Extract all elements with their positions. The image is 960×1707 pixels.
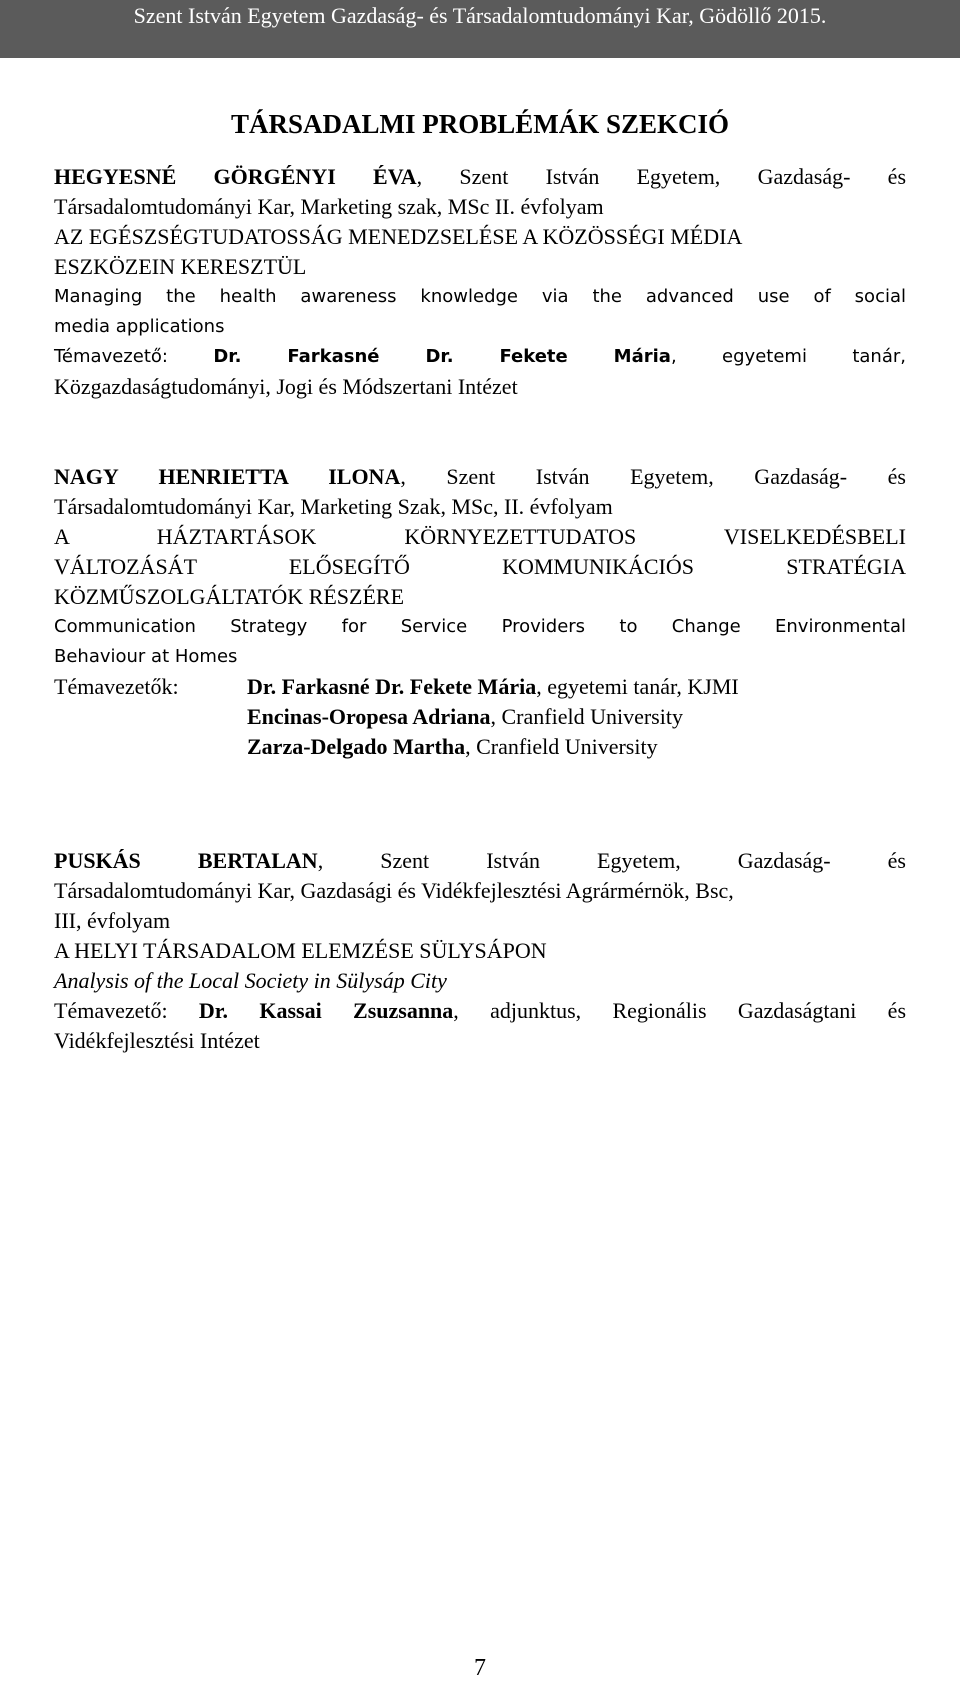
entry-3-author-line	[54, 846, 906, 876]
page-number: 7	[474, 1655, 486, 1681]
entry-3-supervisor-label: Témavezető:	[54, 998, 199, 1023]
entry-3-affiliation: , Szent István Egyetem, Gazdaság- és	[317, 848, 906, 873]
entry-1-supervisor-institute: Közgazdaságtudományi, Jogi és Módszertani Intézet	[54, 374, 518, 399]
entry-1-affiliation: , Szent István Egyetem, Gazdaság- és	[416, 164, 907, 189]
entry-3-supervisor-name: Dr. Kassai Zsuzsanna	[198, 998, 454, 1023]
entry-3-affiliation-line3: III, évfolyam	[54, 908, 171, 933]
page-header-text: Szent István Egyetem Gazdaság- és Társadalomtudományi Kar, Gödöllő 2015.	[133, 3, 827, 28]
entry-1-english-title-line2: media applications	[54, 316, 225, 337]
entry-2-affiliation: , Szent István Egyetem, Gazdaság- és	[400, 464, 906, 489]
entry-3-supervisor-title: , adjunktus, Regionális Gazdaságtani és	[453, 998, 907, 1023]
entry-1-title-line1: AZ EGÉSZSÉGTUDATOSSÁG MENEDZSELÉSE A KÖZÖSSÉGI MÉDIA	[54, 224, 743, 249]
entry-1-supervisor-name: Dr. Farkasné Dr. Fekete Mária	[213, 346, 671, 367]
entry-2-supervisor-3-title: , Cranfield University	[465, 734, 658, 759]
entry-2-supervisor-line1	[54, 672, 906, 702]
entry-1-author-line	[54, 162, 906, 192]
entry-2-supervisor-2	[54, 702, 906, 732]
entry-2-english-title-line1: Communication Strategy for Service Providers to Change Environmental	[54, 616, 906, 637]
entry-3-affiliation-line2: Társadalomtudományi Kar, Gazdasági és Vidékfejlesztési Agrármérnök, Bsc,	[54, 878, 734, 903]
entry-1-author-name: HEGYESNÉ GÖRGÉNYI ÉVA	[54, 164, 417, 189]
entry-2-supervisor-2-name: Encinas-Oropesa Adriana	[247, 704, 491, 729]
entry-3	[54, 846, 906, 1056]
entry-2-supervisor-1-name: Dr. Farkasné Dr. Fekete Mária	[247, 674, 537, 699]
entry-1-title-line2: ESZKÖZEIN KERESZTÜL	[54, 254, 307, 279]
entry-2-supervisor-1	[247, 672, 739, 702]
entry-1-english-title-line1: Managing the health awareness knowledge via the advanced use of social	[54, 286, 906, 307]
entry-2-supervisor-label: Témavezetők:	[54, 674, 179, 699]
section-title: TÁRSADALMI PROBLÉMÁK SZEKCIÓ	[230, 109, 730, 139]
entry-2-author-name: NAGY HENRIETTA ILONA	[54, 464, 401, 489]
entry-3-english-title: Analysis of the Local Society in Sülysáp City	[54, 968, 447, 993]
entry-2-supervisor-3	[54, 732, 906, 762]
entry-2	[54, 462, 906, 762]
entry-2-title-line3: KÖZMŰSZOLGÁLTATÓK RÉSZÉRE	[54, 584, 405, 609]
entry-2-supervisor-2-title: , Cranfield University	[490, 704, 683, 729]
entry-1-supervisor-title: , egyetemi tanár,	[670, 346, 906, 367]
entry-2-author-line	[54, 462, 906, 492]
entry-3-title-line1: A HELYI TÁRSADALOM ELEMZÉSE SÜLYSÁPON	[54, 938, 547, 963]
entry-3-supervisor-institute: Vidékfejlesztési Intézet	[54, 1028, 260, 1053]
page-header-bar	[0, 0, 960, 58]
entry-2-supervisor-3-name: Zarza-Delgado Martha	[247, 734, 466, 759]
entry-2-supervisor-1-title: , egyetemi tanár, KJMI	[536, 674, 739, 699]
entry-3-supervisor-line	[54, 996, 906, 1026]
entry-2-affiliation-line2: Társadalomtudományi Kar, Marketing Szak, MSc, II. évfolyam	[54, 494, 613, 519]
entry-2-title-line1: A HÁZTARTÁSOK KÖRNYEZETTUDATOS VISELKEDÉSBELI	[54, 524, 906, 549]
entry-2-title-line2: VÁLTOZÁSÁT ELŐSEGÍTŐ KOMMUNIKÁCIÓS STRATÉGIA	[54, 554, 906, 579]
entry-1-supervisor-label: Témavezető:	[54, 346, 214, 367]
entry-1-affiliation-line2: Társadalomtudományi Kar, Marketing szak, MSc II. évfolyam	[54, 194, 604, 219]
entry-3-author-name: PUSKÁS BERTALAN	[54, 848, 318, 873]
entry-1-supervisor-line	[54, 342, 906, 372]
entry-2-english-title-line2: Behaviour at Homes	[54, 646, 238, 667]
entry-1	[54, 162, 906, 402]
